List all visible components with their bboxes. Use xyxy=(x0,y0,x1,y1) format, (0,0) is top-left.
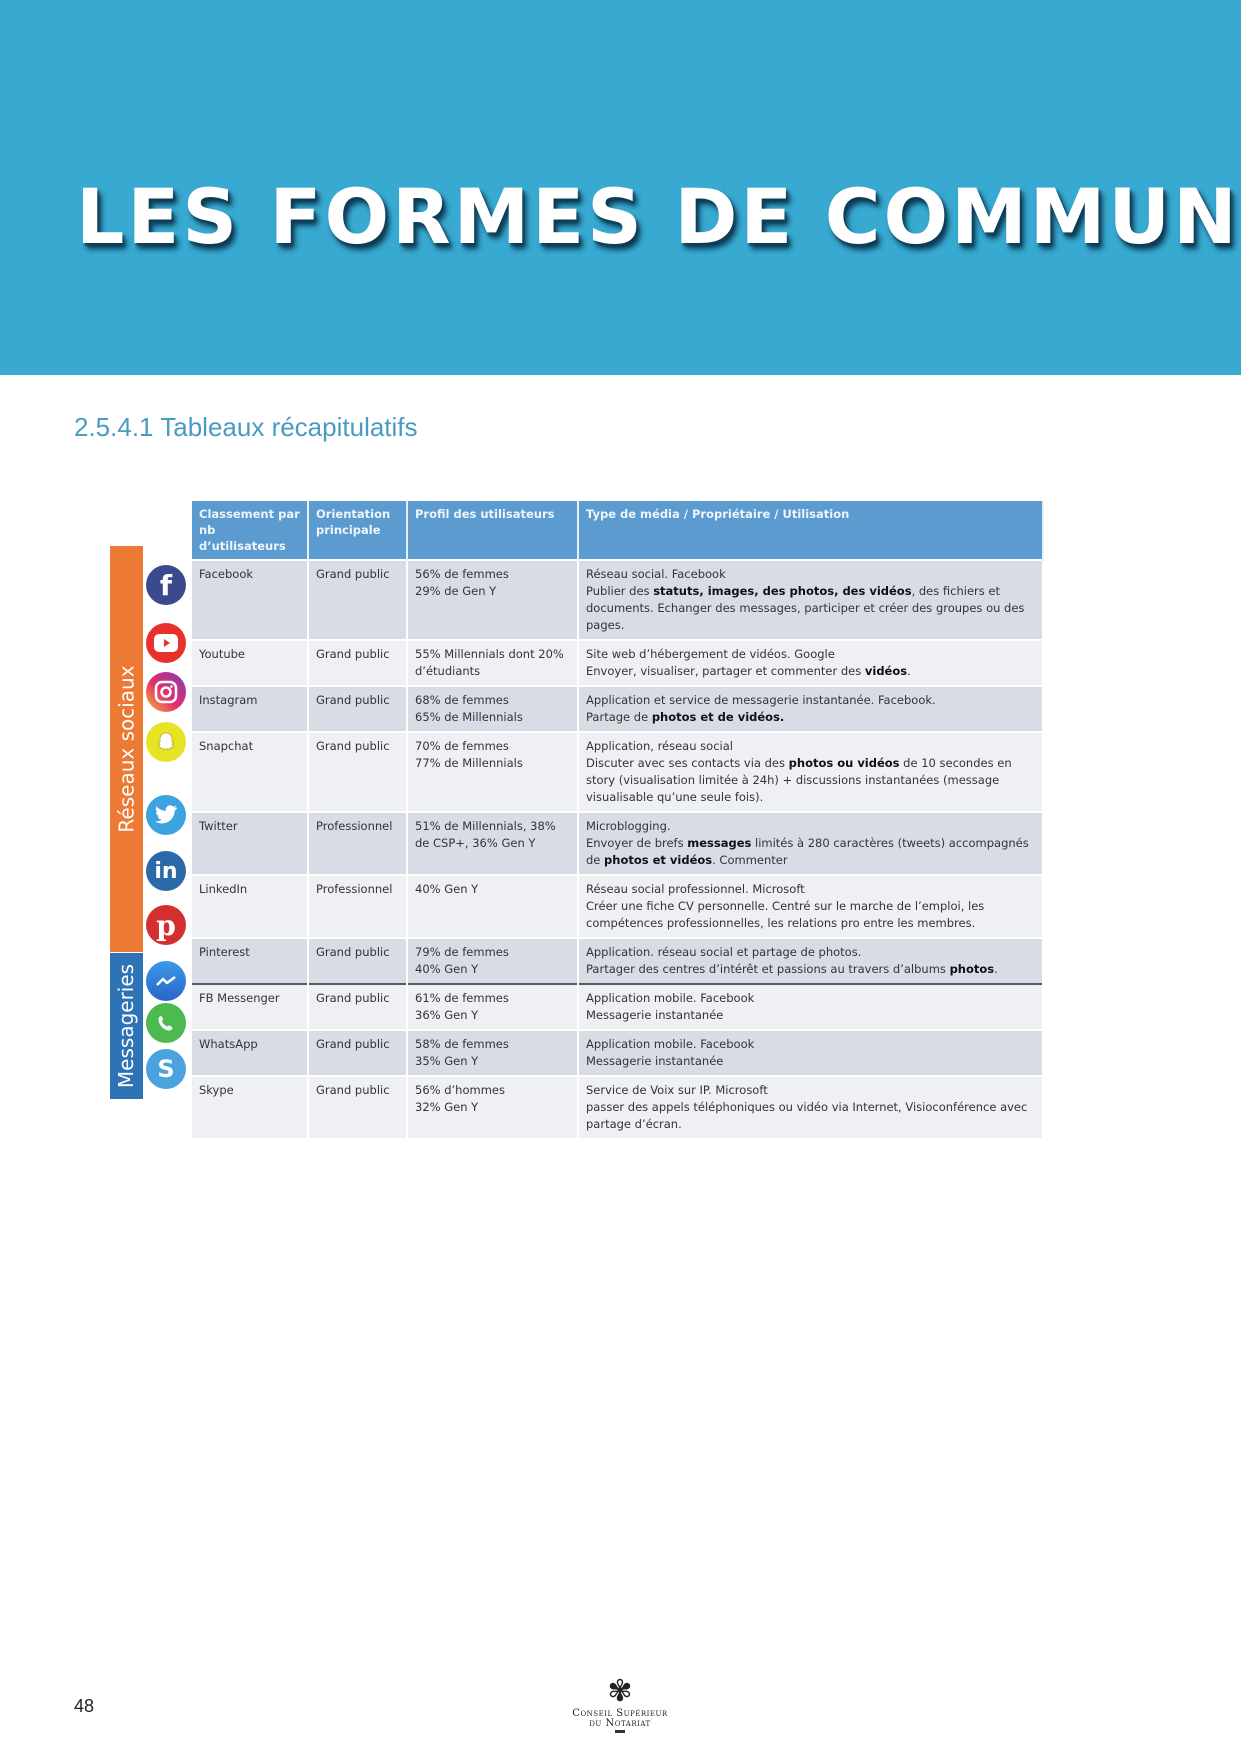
table-row xyxy=(192,560,1043,640)
media-usage: Service de Voix sur IP. Microsoft passer des appels téléphoniques ou vidéo via Internet, Visioconférence avec partage d’écran. xyxy=(578,1076,1043,1138)
media-usage: Réseau social professionnel. Microsoft Créer une fiche CV personnelle. Centré sur le marche de l’emploi, les compétences professionnelles, les relations pro entre les membres. xyxy=(578,875,1043,938)
orientation: Grand public xyxy=(308,640,407,686)
usage-description: Discuter avec ses contacts via des photos ou vidéos de 10 secondes en story (visualisation limitée à 24h) + discussions instantanées (message visualisable qu’une seule fois). xyxy=(586,756,1012,804)
table-row xyxy=(192,1076,1043,1138)
column-header-ranking: Classement par nb d’utilisateurs xyxy=(192,501,308,560)
orientation: Grand public xyxy=(308,686,407,732)
table-row xyxy=(192,938,1043,984)
media-usage: Application et service de messagerie instantanée. Facebook. Partage de photos et de vidéos. xyxy=(578,686,1043,732)
notary-emblem-icon: ✾ xyxy=(607,1675,633,1708)
user-profile: 61% de femmes 36% Gen Y xyxy=(407,984,578,1030)
youtube-icon xyxy=(146,623,186,663)
user-profile: 40% Gen Y xyxy=(407,875,578,938)
orientation: Professionnel xyxy=(308,875,407,938)
media-usage: Application mobile. Facebook Messagerie instantanée xyxy=(578,1030,1043,1076)
table-header-row xyxy=(192,501,1043,560)
usage-description: Partage de photos et de vidéos. xyxy=(586,710,785,724)
platform-name: Instagram xyxy=(192,686,308,732)
usage-description: Publier des statuts, images, des photos, des vidéos, des fichiers et documents. Echanger des messages, participer et créer des groupes ou des pages. xyxy=(586,584,1025,632)
user-profile: 51% de Millennials, 38% de CSP+, 36% Gen Y xyxy=(407,812,578,875)
table-row xyxy=(192,1030,1043,1076)
usage-description: Messagerie instantanée xyxy=(586,1054,724,1068)
summary-table xyxy=(192,501,1044,1138)
orientation: Grand public xyxy=(308,1076,407,1138)
csn-logo: ✾ Conseil Supérieur du Notariat xyxy=(565,1676,675,1733)
usage-description: Partager des centres d’intérêt et passions au travers d’albums photos. xyxy=(586,962,998,976)
group-label-social-networks: Réseaux sociaux xyxy=(110,546,143,952)
orientation: Grand public xyxy=(308,984,407,1030)
instagram-icon xyxy=(146,672,186,712)
column-header-profile: Profil des utilisateurs xyxy=(407,501,578,560)
platform-name: Skype xyxy=(192,1076,308,1138)
usage-description: Messagerie instantanée xyxy=(586,1008,724,1022)
table-row xyxy=(192,875,1043,938)
media-usage: Réseau social. Facebook Publier des statuts, images, des photos, des vidéos, des fichiers et documents. Echanger des messages, participer et créer des groupes ou des pages. xyxy=(578,560,1043,640)
platform-name: LinkedIn xyxy=(192,875,308,938)
platform-name: FB Messenger xyxy=(192,984,308,1030)
messenger-icon xyxy=(146,961,186,1001)
orientation: Grand public xyxy=(308,1030,407,1076)
user-profile: 56% de femmes 29% de Gen Y xyxy=(407,560,578,640)
table-row xyxy=(192,812,1043,875)
platform-name: WhatsApp xyxy=(192,1030,308,1076)
orientation: Grand public xyxy=(308,938,407,984)
platform-name: Snapchat xyxy=(192,732,308,812)
skype-icon: S xyxy=(146,1049,186,1089)
linkedin-icon: in xyxy=(146,851,186,891)
user-profile: 55% Millennials dont 20% d’étudiants xyxy=(407,640,578,686)
column-header-media-type: Type de média / Propriétaire / Utilisation xyxy=(578,501,1043,560)
chapter-title: LES FORMES DE COMMUN xyxy=(76,172,1240,261)
usage-description: Envoyer, visualiser, partager et commenter des vidéos. xyxy=(586,664,911,678)
section-heading: 2.5.4.1 Tableaux récapitulatifs xyxy=(74,412,418,442)
facebook-icon: f xyxy=(146,565,186,605)
snapchat-icon xyxy=(146,722,186,762)
platform-name: Facebook xyxy=(192,560,308,640)
table-row xyxy=(192,686,1043,732)
user-profile: 56% d’hommes 32% Gen Y xyxy=(407,1076,578,1138)
platform-name: Twitter xyxy=(192,812,308,875)
group-label-messaging: Messageries xyxy=(110,953,143,1099)
platform-name: Pinterest xyxy=(192,938,308,984)
usage-description: passer des appels téléphoniques ou vidéo via Internet, Visioconférence avec partage d’écran. xyxy=(586,1100,1028,1131)
media-usage: Application. réseau social et partage de photos. Partager des centres d’intérêt et passions au travers d’albums photos. xyxy=(578,938,1043,984)
whatsapp-icon xyxy=(146,1003,186,1043)
table-row xyxy=(192,984,1043,1030)
media-usage: Application, réseau social Discuter avec ses contacts via des photos ou vidéos de 10 secondes en story (visualisation limitée à 24h) + discussions instantanées (message visualisable qu’une seule fois). xyxy=(578,732,1043,812)
platform-name: Youtube xyxy=(192,640,308,686)
table-row xyxy=(192,640,1043,686)
media-usage: Site web d’hébergement de vidéos. Google Envoyer, visualiser, partager et commenter des vidéos. xyxy=(578,640,1043,686)
page-number: 48 xyxy=(74,1696,95,1716)
pinterest-icon: p xyxy=(146,905,186,945)
usage-description: Envoyer de brefs messages limités à 280 caractères (tweets) accompagnés de photos et vidéos. Commenter xyxy=(586,836,1029,867)
twitter-icon xyxy=(146,795,186,835)
user-profile: 79% de femmes 40% Gen Y xyxy=(407,938,578,984)
media-usage: Application mobile. Facebook Messagerie instantanée xyxy=(578,984,1043,1030)
user-profile: 58% de femmes 35% Gen Y xyxy=(407,1030,578,1076)
column-header-orientation: Orientation principale xyxy=(308,501,407,560)
chapter-banner xyxy=(0,0,1241,375)
table-row xyxy=(192,732,1043,812)
orientation: Professionnel xyxy=(308,812,407,875)
orientation: Grand public xyxy=(308,560,407,640)
media-usage: Microblogging. Envoyer de brefs messages limités à 280 caractères (tweets) accompagnés de photos et vidéos. Commenter xyxy=(578,812,1043,875)
user-profile: 68% de femmes 65% de Millennials xyxy=(407,686,578,732)
user-profile: 70% de femmes 77% de Millennials xyxy=(407,732,578,812)
orientation: Grand public xyxy=(308,732,407,812)
usage-description: Créer une fiche CV personnelle. Centré sur le marche de l’emploi, les compétences professionnelles, les relations pro entre les membres. xyxy=(586,899,985,930)
